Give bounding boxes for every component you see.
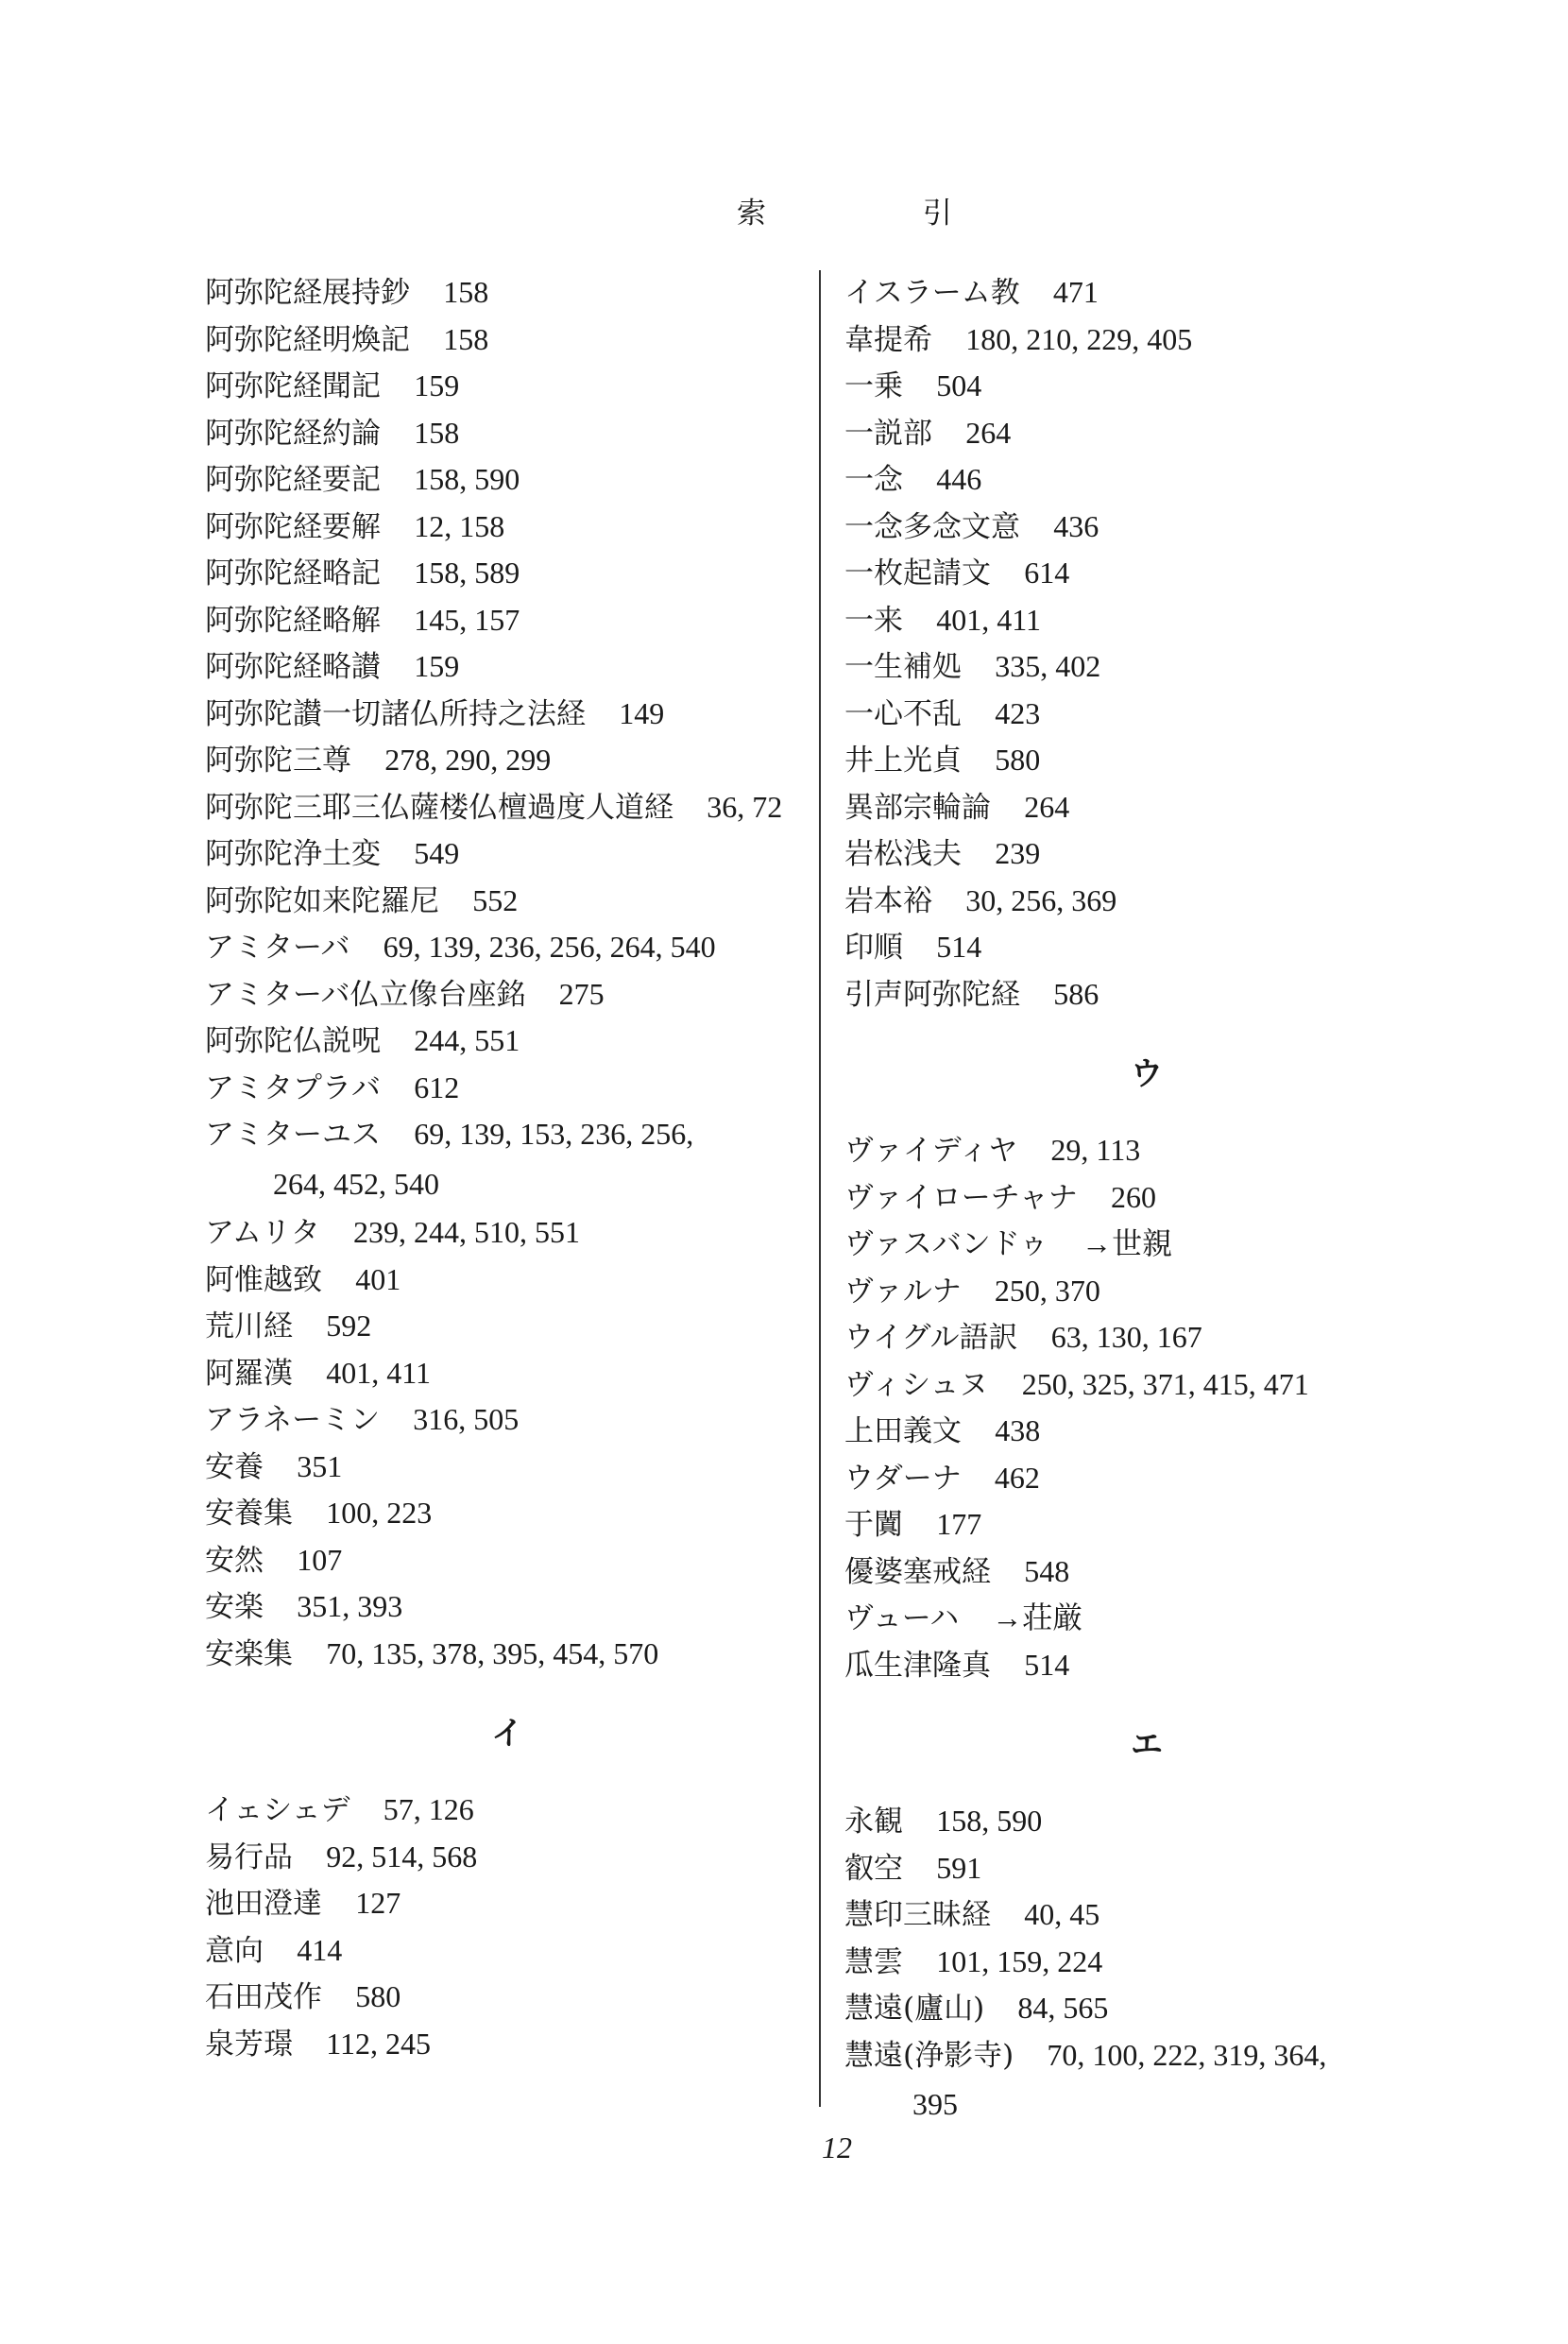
index-pages: 244, 551: [414, 1023, 520, 1057]
index-term: 阿弥陀讃一切諸仏所持之法経: [205, 696, 586, 731]
index-term: 易行品: [205, 1839, 293, 1874]
index-term: 一説部: [844, 416, 932, 451]
index-term: 岩松浅夫: [844, 837, 962, 871]
index-pages: 101, 159, 224: [936, 1943, 1103, 1978]
index-term: 安楽: [205, 1590, 264, 1624]
index-pages: 580: [355, 1979, 401, 2013]
index-term: 慧雲: [844, 1944, 903, 1979]
index-entry: [844, 878, 1449, 925]
index-entry: [844, 363, 1449, 410]
index-entry: [205, 1490, 810, 1537]
index-pages: 316, 505: [413, 1402, 520, 1436]
index-term: 阿羅漢: [205, 1356, 293, 1391]
index-entry: [205, 1537, 810, 1584]
index-term: 一枚起請文: [844, 556, 991, 590]
index-pages: 84, 565: [1017, 1991, 1109, 2025]
index-term: アミターバ仏立像台座銘: [205, 977, 526, 1012]
index-pages: 612: [414, 1069, 460, 1104]
index-term: 阿弥陀経約論: [205, 416, 381, 451]
index-term: 瓜生津隆真: [844, 1648, 991, 1683]
index-pages: 401: [355, 1261, 401, 1296]
index-term: 上田義文: [844, 1414, 962, 1448]
index-entry: [844, 1268, 1449, 1315]
index-entry: [844, 1361, 1449, 1409]
index-pages: 423: [995, 695, 1041, 730]
index-term: 韋提希: [844, 322, 932, 357]
index-term: 引声阿弥陀経: [844, 977, 1020, 1012]
index-entry: [205, 737, 810, 784]
index-pages: 351: [297, 1448, 343, 1483]
index-pages: 12, 158: [414, 508, 505, 543]
index-term: ヴァイローチャナ: [844, 1180, 1078, 1215]
index-entry: [205, 1303, 810, 1350]
index-pages: 401, 411: [936, 602, 1041, 637]
index-entry: [844, 1408, 1449, 1455]
index-term: アミターバ: [205, 931, 350, 965]
entry-group-a: [205, 269, 810, 1677]
index-entry: [844, 1891, 1449, 1939]
index-term: ウイグル語訳: [844, 1321, 1018, 1355]
index-entry: [844, 971, 1449, 1018]
index-pages: 250, 325, 371, 415, 471: [1021, 1366, 1309, 1401]
page-number: 12: [822, 2130, 852, 2164]
index-entry: [844, 830, 1449, 878]
index-entry: [205, 784, 810, 831]
index-entry: [844, 1548, 1449, 1596]
index-term: 阿弥陀仏説呪: [205, 1024, 381, 1058]
index-term: ヴァイディヤ: [844, 1134, 1018, 1168]
index-pages-continued: 395: [912, 2087, 958, 2121]
index-term: 阿弥陀経明煥記: [205, 322, 410, 357]
index-entry: [844, 2032, 1449, 2130]
index-entry: [205, 1880, 810, 1927]
index-entry: [844, 504, 1449, 551]
index-pages: 592: [326, 1309, 372, 1343]
index-term: 一来: [844, 603, 903, 638]
index-term: 安養: [205, 1449, 264, 1484]
index-entry: [844, 1595, 1449, 1642]
index-pages: 239: [995, 836, 1041, 870]
index-pages: 70, 100, 222, 319, 364,: [1047, 2037, 1327, 2072]
index-pages: 158: [414, 415, 460, 450]
index-entry: [844, 269, 1449, 317]
section-heading-i: イ: [491, 1715, 523, 1753]
index-term: ヴァルナ: [844, 1274, 962, 1309]
index-term: ウダーナ: [844, 1461, 962, 1496]
index-term: 一念: [844, 463, 903, 497]
index-entry: [205, 363, 810, 410]
index-entry: [844, 1501, 1449, 1548]
index-pages: 159: [414, 649, 460, 683]
index-term: 永観: [844, 1805, 903, 1839]
index-entry: [844, 643, 1449, 691]
index-term: アムリタ: [205, 1216, 320, 1250]
index-term: 一念多念文意: [844, 509, 1020, 544]
index-pages: 462: [994, 1460, 1040, 1495]
index-pages: 335, 402: [995, 649, 1101, 683]
index-pages: 100, 223: [326, 1496, 433, 1530]
index-entry: [205, 504, 810, 551]
index-entry: [205, 317, 810, 364]
index-term: 意向: [205, 1933, 264, 1968]
index-pages: 29, 113: [1050, 1133, 1141, 1167]
index-pages: 158: [443, 321, 489, 356]
index-term: 阿弥陀経聞記: [205, 369, 381, 403]
index-term: 一心不乱: [844, 696, 962, 731]
index-pages: 158: [443, 275, 489, 309]
index-entry: [205, 1974, 810, 2021]
index-term: イェシェデ: [205, 1793, 350, 1827]
index-pages: 159: [414, 368, 460, 402]
index-pages: 264: [965, 415, 1012, 450]
index-entry: [205, 2021, 810, 2068]
index-term: 阿弥陀三耶三仏薩楼仏檀過度人道経: [205, 790, 673, 825]
index-pages: 446: [936, 462, 982, 496]
index-term: 一生補処: [844, 650, 962, 684]
index-term: 阿弥陀経略讃: [205, 650, 381, 684]
index-pages: 514: [936, 930, 982, 964]
index-entry: [844, 1314, 1449, 1361]
index-entry: [844, 1845, 1449, 1892]
index-term: 安養集: [205, 1497, 293, 1531]
index-term: 岩本裕: [844, 883, 932, 918]
index-term: 于闐: [844, 1508, 903, 1542]
index-term: ヴァスバンドゥ: [844, 1227, 1048, 1261]
index-term: イスラーム教: [844, 276, 1020, 310]
index-pages: 69, 139, 236, 256, 264, 540: [383, 930, 716, 964]
index-term: 阿惟越致: [205, 1262, 322, 1297]
index-pages: 158, 590: [414, 462, 520, 496]
index-pages: 180, 210, 229, 405: [965, 321, 1193, 356]
index-pages: 250, 370: [994, 1273, 1100, 1308]
index-entry: [205, 830, 810, 878]
index-pages: 436: [1053, 508, 1099, 543]
index-pages: 351, 393: [297, 1589, 403, 1623]
index-pages: 504: [936, 368, 982, 402]
index-term: 優婆塞戒経: [844, 1554, 991, 1589]
index-entry: [205, 410, 810, 457]
index-column-right: [844, 269, 1449, 2130]
index-entry: [844, 784, 1449, 831]
index-entry: [205, 1834, 810, 1881]
index-entry: [205, 1927, 810, 1975]
index-entry: [844, 691, 1449, 738]
index-pages: 275: [558, 976, 605, 1011]
index-entry: [205, 878, 810, 925]
index-pages: →世親: [1082, 1226, 1173, 1260]
index-term: 印順: [844, 931, 903, 965]
index-term: 阿弥陀経要記: [205, 463, 381, 497]
page-title: 索 引: [737, 197, 1026, 231]
index-pages-continued: 264, 452, 540: [273, 1166, 439, 1201]
index-entry: [205, 1209, 810, 1257]
index-pages: 438: [995, 1413, 1041, 1447]
index-pages: 40, 45: [1024, 1897, 1100, 1931]
index-pages: 580: [995, 743, 1041, 777]
index-entry: [205, 971, 810, 1018]
index-term: 阿弥陀経要解: [205, 509, 381, 544]
index-entry: [205, 269, 810, 317]
index-entry: [205, 1444, 810, 1491]
entry-group-e: [844, 1798, 1449, 2130]
index-pages: 158, 589: [414, 556, 520, 590]
index-term: アミタプラバ: [205, 1070, 381, 1105]
index-term: 石田茂作: [205, 1980, 322, 2014]
index-pages: 260: [1110, 1179, 1156, 1214]
index-term: 慧遠(廬山): [844, 1992, 985, 2026]
index-pages: 145, 157: [414, 602, 520, 637]
index-pages: 548: [1024, 1553, 1070, 1588]
index-entry: [205, 1065, 810, 1112]
index-entry: [205, 456, 810, 504]
entry-group-i: [205, 1787, 810, 2067]
index-term: 井上光貞: [844, 744, 962, 778]
index-entry: [844, 1127, 1449, 1174]
index-term: ヴィシュヌ: [844, 1367, 989, 1402]
index-entry: [844, 1939, 1449, 1986]
index-entry: [844, 550, 1449, 597]
index-entry: [205, 1396, 810, 1444]
index-entry: [844, 737, 1449, 784]
index-entry: [205, 924, 810, 971]
index-term: 阿弥陀三尊: [205, 744, 351, 778]
index-entry: [205, 643, 810, 691]
index-entry: [844, 1174, 1449, 1222]
index-entry: [844, 456, 1449, 504]
index-pages: 112, 245: [326, 2026, 431, 2061]
index-pages: 69, 139, 153, 236, 256,: [414, 1117, 694, 1151]
index-pages: 177: [936, 1507, 982, 1541]
index-entry: [844, 317, 1449, 364]
index-entry: [205, 1257, 810, 1304]
index-pages: 239, 244, 510, 551: [353, 1215, 581, 1249]
index-pages: 70, 135, 378, 395, 454, 570: [326, 1635, 659, 1670]
index-pages: 591: [936, 1850, 982, 1885]
index-pages: 127: [355, 1886, 401, 1920]
index-term: 泉芳璟: [205, 2027, 293, 2062]
index-term: 慧印三昧経: [844, 1898, 991, 1932]
index-term: 阿弥陀如来陀羅尼: [205, 883, 439, 918]
index-pages: 549: [414, 836, 460, 870]
index-pages: 149: [619, 695, 665, 730]
entry-group-u: [844, 1127, 1449, 1688]
index-pages: 614: [1024, 556, 1070, 590]
index-term: アミターユス: [205, 1118, 381, 1152]
column-divider: [819, 270, 821, 2107]
index-term: 叡空: [844, 1851, 903, 1886]
index-pages: 401, 411: [326, 1355, 431, 1390]
index-entry: [205, 1631, 810, 1678]
index-pages: 586: [1053, 976, 1099, 1011]
index-entry: [205, 597, 810, 644]
index-entry: [844, 1221, 1449, 1268]
index-entry: [205, 1111, 810, 1209]
index-term: 安然: [205, 1543, 264, 1578]
index-pages: 30, 256, 369: [965, 882, 1117, 917]
index-pages: 414: [297, 1932, 343, 1967]
index-pages: 471: [1052, 275, 1099, 309]
index-entry: [205, 1018, 810, 1065]
index-term: 一乗: [844, 369, 903, 403]
index-term: 阿弥陀経略記: [205, 556, 381, 590]
index-term: 異部宗輪論: [844, 790, 991, 825]
index-pages: 36, 72: [707, 789, 783, 824]
index-pages: 57, 126: [383, 1792, 474, 1826]
index-entry: [844, 1642, 1449, 1689]
index-pages: 264: [1024, 789, 1070, 824]
index-entry: [844, 597, 1449, 644]
index-term: 荒川経: [205, 1309, 293, 1343]
index-entry: [205, 550, 810, 597]
index-term: 阿弥陀経展持鈔: [205, 276, 410, 310]
index-pages: 63, 130, 167: [1050, 1320, 1202, 1354]
index-pages: 158, 590: [936, 1804, 1043, 1838]
index-column-left: [205, 269, 810, 2067]
index-entry: [844, 410, 1449, 457]
index-pages: →荘厳: [992, 1600, 1083, 1634]
index-entry: [205, 1583, 810, 1631]
index-term: ヴューハ: [844, 1601, 960, 1635]
index-pages: 514: [1024, 1647, 1070, 1682]
index-entry: [844, 1985, 1449, 2032]
index-term: 阿弥陀経略解: [205, 603, 381, 638]
section-heading-e: エ: [1131, 1726, 1163, 1764]
index-entry: [844, 924, 1449, 971]
index-entry: [205, 691, 810, 738]
index-term: 阿弥陀浄土変: [205, 837, 381, 871]
index-entry: [205, 1350, 810, 1397]
section-heading-u: ウ: [1131, 1055, 1163, 1093]
index-entry: [844, 1798, 1449, 1845]
index-term: アラネーミン: [205, 1403, 381, 1437]
index-term: 池田澄達: [205, 1887, 322, 1921]
index-pages: 107: [297, 1542, 343, 1577]
index-entry: [844, 1455, 1449, 1502]
index-pages: 92, 514, 568: [326, 1839, 478, 1873]
entry-group-i-continued: [844, 269, 1449, 1018]
index-term: 慧遠(浄影寺): [844, 2038, 1014, 2073]
index-pages: 278, 290, 299: [384, 743, 552, 777]
index-term: 安楽集: [205, 1636, 293, 1671]
index-entry: [205, 1787, 810, 1834]
index-pages: 552: [472, 882, 519, 917]
